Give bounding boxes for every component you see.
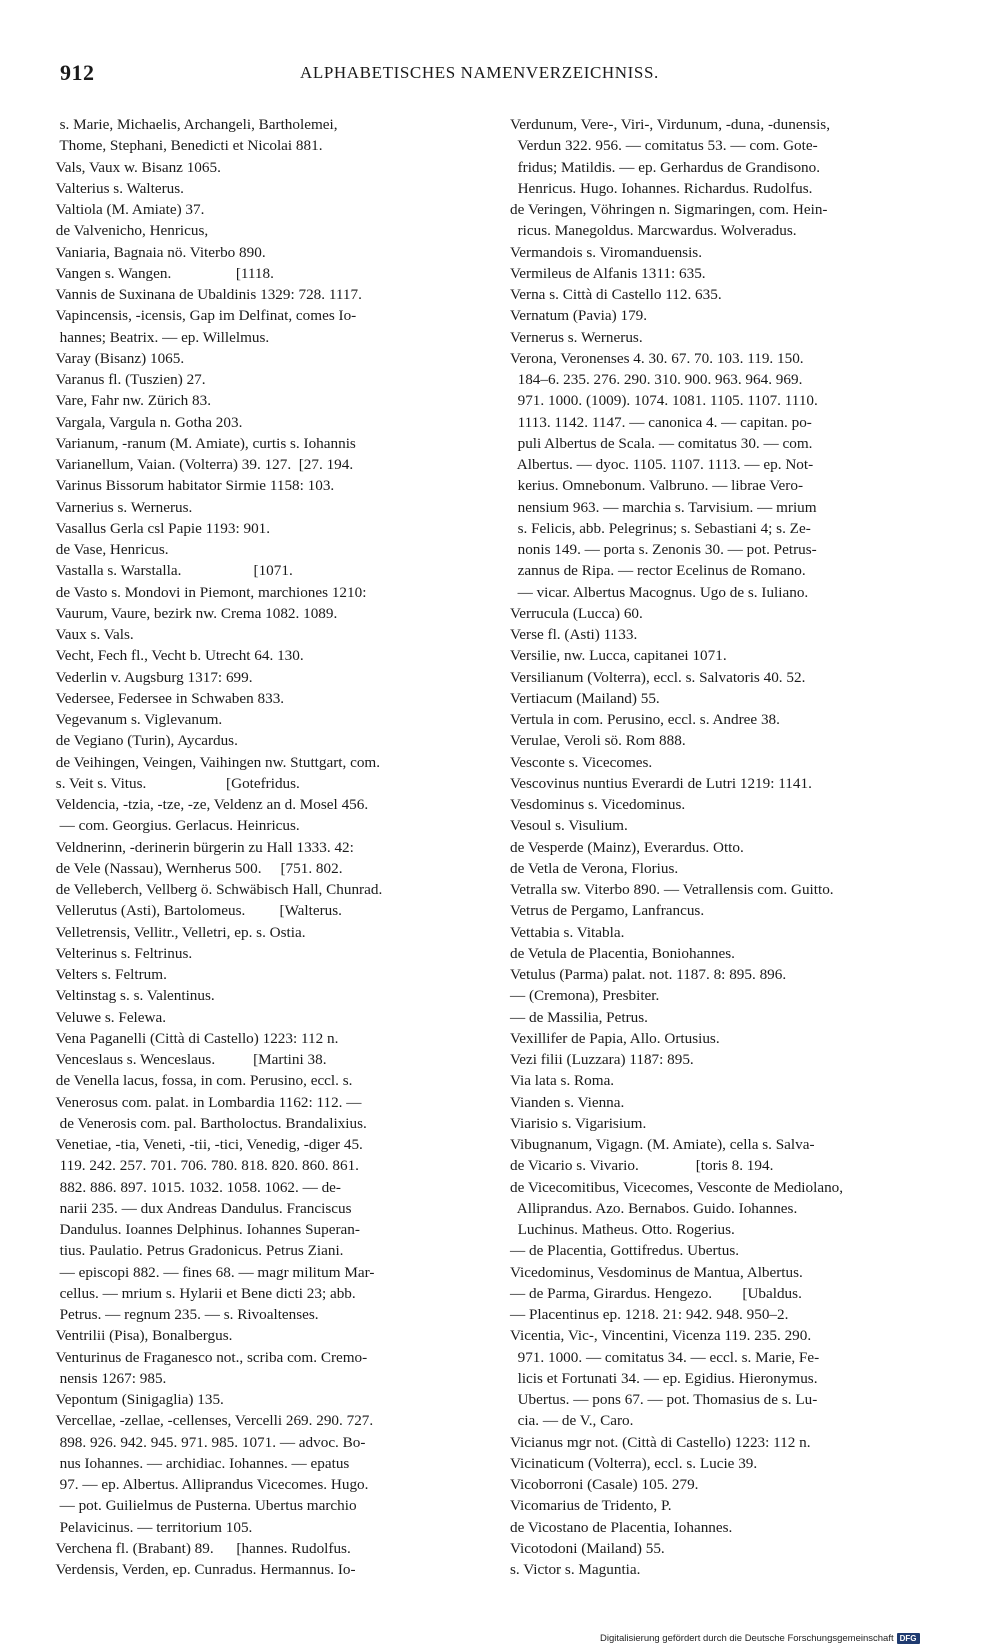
index-entry-line: Vals, Vaux w. Bisanz 1065. bbox=[52, 158, 221, 176]
index-entry-line: s. Marie, Michaelis, Archangeli, Bartholemei, bbox=[52, 116, 338, 133]
index-entry-line: de Vasto s. Mondovi in Piemont, marchiones 1210: bbox=[52, 583, 367, 601]
index-entry-line: Vermileus de Alfanis 1311: 635. bbox=[510, 264, 706, 282]
index-entry-line: Henricus. Hugo. Iohannes. Richardus. Rudolfus. bbox=[510, 179, 813, 197]
index-entry-line: Varinus Bissorum habitator Sirmie 1158: 103. bbox=[52, 477, 335, 495]
index-entry-line: Varanus fl. (Tuszien) 27. bbox=[52, 371, 206, 388]
index-entry-line: Verdunum, Vere-, Viri-, Virdunum, -duna, -dunensis, bbox=[510, 116, 831, 133]
index-entry-line: Verulae, Veroli sö. Rom 888. bbox=[510, 732, 686, 750]
index-entry-line: Vianden s. Vienna. bbox=[510, 1093, 625, 1111]
index-entry-line: Vicinaticum (Volterra), eccl. s. Lucie 39. bbox=[510, 1454, 758, 1472]
index-entry-line: Vetrus de Pergamo, Lanfrancus. bbox=[510, 902, 705, 920]
index-entry-line: de Vicostano de Placentia, Iohannes. bbox=[510, 1518, 733, 1536]
index-entry-line: — de Parma, Girardus. Hengezo. [Ubaldus. bbox=[510, 1284, 802, 1302]
index-entry-line: de Veringen, Vöhringen n. Sigmaringen, com. Hein- bbox=[510, 201, 828, 218]
index-entry-line: cellus. — mrium s. Hylarii et Bene dicti 23; abb. bbox=[52, 1284, 356, 1302]
index-entry-line: Valtiola (M. Amiate) 37. bbox=[52, 201, 205, 218]
index-entry-line: nus Iohannes. — archidiac. Iohannes. — epatus bbox=[52, 1454, 350, 1472]
index-entry-line: de Veihingen, Veingen, Vaihingen nw. Stuttgart, com. bbox=[52, 753, 381, 771]
index-entry-line: Vangen s. Wangen. [1118. bbox=[52, 264, 274, 282]
index-entry-line: 1113. 1142. 1147. — canonica 4. — capitan. po- bbox=[510, 413, 812, 431]
index-entry-line: de Valvenicho, Henricus, bbox=[52, 222, 209, 240]
index-entry-line: — (Cremona), Presbiter. bbox=[510, 987, 660, 1005]
index-entry-line: 971. 1000. — comitatus 34. — eccl. s. Marie, Fe- bbox=[510, 1348, 820, 1366]
index-entry-line: puli Albertus de Scala. — comitatus 30. — com. bbox=[510, 434, 813, 452]
index-entry-line: Verchena fl. (Brabant) 89. [hannes. Rudolfus. bbox=[52, 1539, 351, 1557]
index-entry-line: nonis 149. — porta s. Zenonis 30. — pot. Petrus- bbox=[510, 541, 817, 558]
index-entry-line: Vegevanum s. Viglevanum. bbox=[52, 711, 223, 728]
index-entry-line: Petrus. — regnum 235. — s. Rivoaltenses. bbox=[52, 1306, 319, 1323]
running-head: ALPHABETISCHES NAMENVERZEICHNISS. bbox=[300, 63, 659, 82]
index-entry-line: de Vegiano (Turin), Aycardus. bbox=[52, 732, 238, 750]
right-column bbox=[510, 114, 960, 1580]
index-entry-line: 184–6. 235. 276. 290. 310. 900. 963. 964. 969. bbox=[510, 371, 803, 388]
index-entry-line: Vernatum (Pavia) 179. bbox=[510, 307, 648, 325]
index-entry-line: Vepontum (Sinigaglia) 135. bbox=[52, 1391, 224, 1408]
index-entry-line: Vicianus mgr not. (Città di Castello) 1223: 112 n. bbox=[510, 1433, 811, 1451]
index-entry-line: nensium 963. — marchia s. Tarvisium. — mrium bbox=[510, 498, 817, 516]
index-entry-line: Vastalla s. Warstalla. [1071. bbox=[52, 562, 293, 580]
index-entry-line: Velters s. Feltrum. bbox=[52, 966, 167, 983]
index-entry-line: 97. — ep. Albertus. Alliprandus Vicecomes. Hugo. bbox=[52, 1476, 369, 1493]
index-entry-line: Via lata s. Roma. bbox=[510, 1072, 615, 1090]
index-entry-line: Vasallus Gerla csl Papie 1193: 901. bbox=[52, 519, 271, 537]
index-entry-line: Verona, Veronenses 4. 30. 67. 70. 103. 119. 150. bbox=[510, 349, 804, 367]
index-entry-line: — pot. Guilielmus de Pusterna. Ubertus marchio bbox=[52, 1497, 357, 1515]
index-entry-line: de Velleberch, Vellberg ö. Schwäbisch Hall, Chunrad. bbox=[52, 881, 383, 898]
index-entry-line: Veltinstag s. s. Valentinus. bbox=[52, 987, 215, 1005]
index-entry-line: 882. 886. 897. 1015. 1032. 1058. 1062. — de- bbox=[52, 1178, 341, 1196]
index-entry-line: Veldnerinn, -derinerin bürgerin zu Hall 1333. 42: bbox=[52, 838, 354, 856]
index-entry-line: licis et Fortunati 34. — ep. Egidius. Hieronymus. bbox=[510, 1369, 818, 1387]
index-entry-line: de Vicecomitibus, Vicecomes, Vesconte de Mediolano, bbox=[510, 1178, 844, 1196]
index-entry-line: Ubertus. — pons 67. — pot. Thomasius de s. Lu- bbox=[510, 1391, 818, 1408]
index-entry-line: Vicedominus, Vesdominus de Mantua, Albertus. bbox=[510, 1263, 803, 1281]
index-entry-line: tius. Paulatio. Petrus Gradonicus. Petrus Ziani. bbox=[52, 1242, 344, 1260]
index-entry-line: 971. 1000. (1009). 1074. 1081. 1105. 1107. 1110. bbox=[510, 392, 818, 410]
index-entry-line: — Placentinus ep. 1218. 21: 942. 948. 950–2. bbox=[510, 1306, 789, 1323]
footer-credit: Digitalisierung gefördert durch die Deutsche Forschungsgemeinschaft bbox=[600, 1633, 894, 1644]
index-entry-line: kerius. Omnebonum. Valbruno. — librae Vero- bbox=[510, 477, 804, 495]
index-entry-line: cia. — de V., Caro. bbox=[510, 1412, 634, 1430]
index-entry-line: Verdun 322. 956. — comitatus 53. — com. Gote- bbox=[510, 137, 818, 155]
index-entry-line: Verdensis, Verden, ep. Cunradus. Hermannus. Io- bbox=[52, 1561, 356, 1578]
index-entry-line: — vicar. Albertus Macognus. Ugo de s. Iuliano. bbox=[510, 583, 809, 601]
index-entry-line: — episcopi 882. — fines 68. — magr militum Mar- bbox=[52, 1263, 375, 1281]
page-number: 912 bbox=[60, 60, 95, 85]
index-entry-line: Vettabia s. Vitabla. bbox=[510, 923, 625, 941]
index-entry-line: Varianum, -ranum (M. Amiate), curtis s. Iohannis bbox=[52, 434, 356, 452]
index-entry-line: Vetulus (Parma) palat. not. 1187. 8: 895. 896. bbox=[510, 966, 787, 983]
index-entry-line: Vannis de Suxinana de Ubaldinis 1329: 728. 1117. bbox=[52, 286, 362, 303]
index-entry-line: Vicentia, Vic-, Vincentini, Vicenza 119. 235. 290. bbox=[510, 1327, 812, 1345]
index-entry-line: — de Placentia, Gottifredus. Ubertus. bbox=[510, 1242, 740, 1260]
index-entry-line: Veldencia, -tzia, -tze, -ze, Veldenz an d. Mosel 456. bbox=[52, 796, 369, 813]
index-entry-line: Viarisio s. Vigarisium. bbox=[510, 1114, 647, 1132]
index-entry-line: Verse fl. (Asti) 1133. bbox=[510, 626, 638, 643]
footer bbox=[600, 1633, 920, 1644]
index-entry-line: 898. 926. 942. 945. 971. 985. 1071. — advoc. Bo- bbox=[52, 1433, 366, 1451]
dfg-logo: DFG bbox=[897, 1633, 920, 1644]
index-entry-line: — de Massilia, Petrus. bbox=[510, 1008, 648, 1026]
index-entry-line: de Vele (Nassau), Wernherus 500. [751. 802. bbox=[52, 859, 343, 877]
index-entry-line: Varnerius s. Wernerus. bbox=[52, 498, 193, 516]
index-entry-line: Venceslaus s. Wenceslaus. [Martini 38. bbox=[52, 1051, 327, 1068]
index-entry-line: Vicotodoni (Mailand) 55. bbox=[510, 1539, 665, 1557]
index-entry-line: Alliprandus. Azo. Bernabos. Guido. Iohannes. bbox=[510, 1199, 798, 1217]
index-entry-line: Vibugnanum, Vigagn. (M. Amiate), cella s. Salva- bbox=[510, 1136, 815, 1153]
index-entry-line: Vargala, Vargula n. Gotha 203. bbox=[52, 413, 243, 431]
index-entry-line: Velterinus s. Feltrinus. bbox=[52, 944, 193, 962]
index-entry-line: de Vase, Henricus. bbox=[52, 541, 169, 558]
index-entry-line: Vexillifer de Papia, Allo. Ortusius. bbox=[510, 1029, 720, 1047]
index-entry-line: Thome, Stephani, Benedicti et Nicolai 881. bbox=[52, 137, 323, 155]
index-entry-line: Dandulus. Ioannes Delphinus. Iohannes Superan- bbox=[52, 1221, 360, 1238]
index-entry-line: Vapincensis, -icensis, Gap im Delfinat, comes Io- bbox=[52, 307, 357, 325]
index-entry-line: Albertus. — dyoc. 1105. 1107. 1113. — ep. Not- bbox=[510, 456, 814, 473]
index-entry-line: Verrucula (Lucca) 60. bbox=[510, 604, 643, 622]
index-entry-line: Vena Paganelli (Città di Castello) 1223: 112 n. bbox=[52, 1029, 339, 1047]
index-entry-line: fridus; Matildis. — ep. Gerhardus de Grandisono. bbox=[510, 158, 821, 176]
index-entry-line: Venturinus de Fraganesco not., scriba com. Cremo- bbox=[52, 1348, 368, 1366]
index-entry-line: Varay (Bisanz) 1065. bbox=[52, 349, 185, 367]
index-entry-line: Vicomarius de Tridento, P. bbox=[510, 1497, 672, 1515]
index-entry-line: Venetiae, -tia, Veneti, -tii, -tici, Venedig, -diger 45. bbox=[52, 1136, 363, 1153]
index-entry-line: s. Felicis, abb. Pelegrinus; s. Sebastiani 4; s. Ze- bbox=[510, 519, 811, 537]
index-entry-line: s. Victor s. Maguntia. bbox=[510, 1561, 641, 1578]
index-entry-line: nensis 1267: 985. bbox=[52, 1369, 167, 1387]
index-entry-line: Vetralla sw. Viterbo 890. — Vetrallensis com. Guitto. bbox=[510, 881, 834, 898]
index-entry-line: Vare, Fahr nw. Zürich 83. bbox=[52, 392, 212, 410]
index-entry-line: Vellerutus (Asti), Bartolomeus. [Walterus. bbox=[52, 902, 342, 920]
index-entry-line: Versilianum (Volterra), eccl. s. Salvatoris 40. 52. bbox=[510, 668, 806, 686]
index-entry-line: de Venerosis com. pal. Bartholoctus. Brandalixius. bbox=[52, 1114, 367, 1132]
index-entry-line: Vezi filii (Luzzara) 1187: 895. bbox=[510, 1051, 694, 1068]
index-entry-line: Vermandois s. Viromanduensis. bbox=[510, 243, 703, 261]
index-entry-line: Vaniaria, Bagnaia nö. Viterbo 890. bbox=[52, 243, 266, 261]
index-entry-line: Varianellum, Vaian. (Volterra) 39. 127. [27. 194. bbox=[52, 456, 354, 473]
index-entry-line: Veluwe s. Felewa. bbox=[52, 1008, 167, 1026]
index-entry-line: Vaurum, Vaure, bezirk nw. Crema 1082. 1089. bbox=[52, 604, 338, 622]
index-entry-line: Vescovinus nuntius Everardi de Lutri 1219: 1141. bbox=[510, 774, 812, 792]
index-entry-line: Versilie, nw. Lucca, capitanei 1071. bbox=[510, 647, 727, 665]
index-entry-line: Vesoul s. Visulium. bbox=[510, 817, 628, 835]
index-entry-line: Vesdominus s. Vicedominus. bbox=[510, 796, 686, 813]
index-entry-line: Vertiacum (Mailand) 55. bbox=[510, 689, 660, 707]
index-entry-line: 119. 242. 257. 701. 706. 780. 818. 820. 860. 861. bbox=[52, 1157, 359, 1175]
index-entry-line: Valterius s. Walterus. bbox=[52, 179, 184, 197]
index-entry-line: Vaux s. Vals. bbox=[52, 626, 134, 643]
index-entry-line: — com. Georgius. Gerlacus. Heinricus. bbox=[52, 817, 300, 835]
index-entry-line: Vernerus s. Wernerus. bbox=[510, 328, 643, 346]
index-entry-line: zannus de Ripa. — rector Ecelinus de Romano. bbox=[510, 562, 806, 580]
index-entry-line: Vedersee, Federsee in Schwaben 833. bbox=[52, 689, 285, 707]
index-entry-line: de Vicario s. Vivario. [toris 8. 194. bbox=[510, 1157, 774, 1175]
index-entry-line: Verna s. Città di Castello 112. 635. bbox=[510, 286, 722, 303]
index-entry-line: de Vesperde (Mainz), Everardus. Otto. bbox=[510, 838, 744, 856]
index-entry-line: Vertula in com. Perusino, eccl. s. Andree 38. bbox=[510, 711, 780, 728]
index-entry-line: s. Veit s. Vitus. [Gotefridus. bbox=[52, 774, 300, 792]
index-entry-line: de Venella lacus, fossa, in com. Perusino, eccl. s. bbox=[52, 1072, 353, 1090]
index-entry-line: Vesconte s. Vicecomes. bbox=[510, 753, 653, 771]
index-entry-line: Venerosus com. palat. in Lombardia 1162: 112. — bbox=[52, 1093, 362, 1111]
index-entry-line: Vercellae, -zellae, -cellenses, Vercelli 269. 290. 727. bbox=[52, 1412, 374, 1430]
index-entry-line: Luchinus. Matheus. Otto. Rogerius. bbox=[510, 1221, 735, 1238]
index-entry-line: hannes; Beatrix. — ep. Willelmus. bbox=[52, 328, 270, 346]
index-entry-line: narii 235. — dux Andreas Dandulus. Franciscus bbox=[52, 1199, 352, 1217]
index-entry-line: Velletrensis, Vellitr., Velletri, ep. s. Ostia. bbox=[52, 923, 306, 941]
index-entry-line: de Vetla de Verona, Florius. bbox=[510, 859, 679, 877]
left-column bbox=[52, 114, 502, 1580]
index-entry-line: Ventrilii (Pisa), Bonalbergus. bbox=[52, 1327, 233, 1345]
index-entry-line: ricus. Manegoldus. Marcwardus. Wolveradus. bbox=[510, 222, 797, 240]
index-entry-line: Vecht, Fech fl., Vecht b. Utrecht 64. 130. bbox=[52, 647, 304, 665]
index-entry-line: Vicoborroni (Casale) 105. 279. bbox=[510, 1476, 699, 1493]
index-entry-line: de Vetula de Placentia, Boniohannes. bbox=[510, 944, 735, 962]
index-entry-line: Vederlin v. Augsburg 1317: 699. bbox=[52, 668, 253, 686]
index-entry-line: Pelavicinus. — territorium 105. bbox=[52, 1518, 253, 1536]
